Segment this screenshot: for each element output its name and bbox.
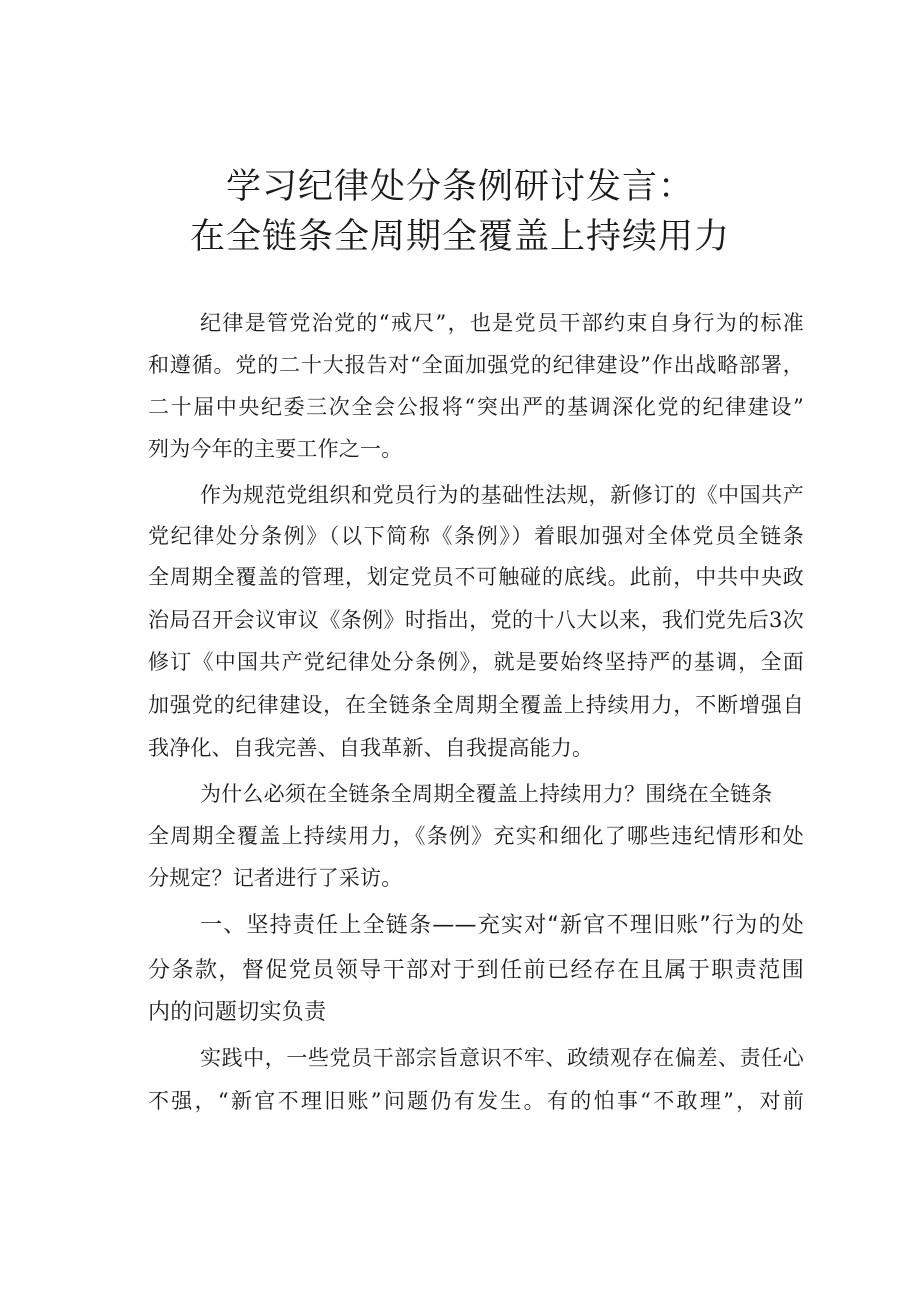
paragraph-line: 作为规范党组织和党员行为的基础性法规，新修订的《中国共产 — [200, 483, 804, 507]
paragraph-line: 二十届中央纪委三次全会公报将“突出严的基调深化党的纪律建设” — [148, 395, 804, 419]
paragraph-line: 加强党的纪律建设，在全链条全周期全覆盖上持续用力，不断增强自 — [148, 693, 804, 717]
paragraph-line: 全周期全覆盖上持续用力，《条例》充实和细化了哪些违纪情形和处 — [148, 824, 804, 848]
paragraph-line: 分规定？记者进行了采访。 — [148, 866, 403, 890]
section-heading-line: 分条款，督促党员领导干部对于到任前已经存在且属于职责范围 — [148, 958, 804, 983]
paragraph-line: 实践中，一些党员干部宗旨意识不牢、政绩观存在偏差、责任心 — [200, 1046, 804, 1070]
paragraph-line: 修订《中国共产党纪律处分条例》，就是要始终坚持严的基调，全面 — [148, 650, 804, 674]
paragraph-line: 和遵循。党的二十大报告对“全面加强党的纪律建设”作出战略部署， — [148, 353, 804, 377]
paragraph-line: 列为今年的主要工作之一。 — [148, 437, 403, 461]
paragraph-line: 全周期全覆盖的管理，划定党员不可触碰的底线。此前，中共中央政 — [148, 565, 804, 589]
document-title-line-2: 在全链条全周期全覆盖上持续用力 — [189, 217, 730, 257]
document-title-line-1: 学习纪律处分条例研讨发言： — [225, 167, 694, 207]
paragraph-line: 纪律是管党治党的“戒尺”，也是党员干部约束自身行为的标准 — [200, 311, 804, 335]
paragraph-line: 不强，“新官不理旧账”问题仍有发生。有的怕事“不敢理”，对前 — [148, 1089, 804, 1113]
section-heading-line: 内的问题切实负责 — [148, 1000, 327, 1025]
paragraph-line: 为什么必须在全链条全周期全覆盖上持续用力？围绕在全链条 — [200, 782, 773, 806]
section-heading-line: 一、坚持责任上全链条——充实对“新官不理旧账”行为的处 — [200, 913, 804, 938]
paragraph-line: 我净化、自我完善、自我革新、自我提高能力。 — [148, 736, 594, 760]
paragraph-line: 治局召开会议审议《条例》时指出，党的十八大以来，我们党先后3次 — [148, 608, 804, 632]
paragraph-line: 党纪律处分条例》（以下简称《条例》）着眼加强对全体党员全链条 — [148, 524, 804, 548]
